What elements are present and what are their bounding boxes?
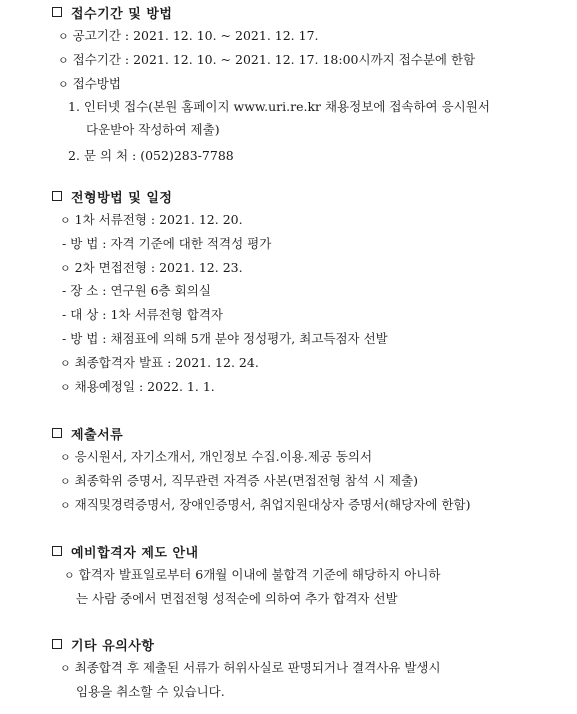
bullet-circle-icon: ㅇ — [64, 569, 75, 582]
section-heading-text: 전형방법 및 일정 — [71, 190, 173, 206]
bullet-circle-icon: ㅇ — [60, 662, 71, 675]
list-item — [60, 496, 471, 514]
list-item-text: 는 사람 중에서 면접전형 성적순에 의하여 추가 합격자 선발 — [76, 591, 398, 606]
bullet-circle-icon: ㅇ — [60, 357, 71, 370]
list-item-text: 다운받아 작성하여 제출) — [86, 122, 220, 137]
list-item-text: 접수방법 — [72, 76, 121, 91]
section-heading-reserve-candidates — [52, 543, 199, 559]
bullet-circle-icon: ㅇ — [60, 214, 71, 227]
list-item — [62, 235, 271, 253]
list-item — [62, 282, 211, 300]
section-heading-text: 예비합격자 제도 안내 — [71, 545, 199, 561]
list-item — [60, 211, 243, 229]
bullet-circle-icon: ㅇ — [60, 262, 71, 275]
list-item-text: - 대 상 : 1차 서류전형 합격자 — [62, 307, 223, 322]
list-item — [60, 378, 215, 396]
list-item — [68, 147, 234, 165]
list-item-text: - 방 법 : 자격 기준에 대한 적격성 평가 — [62, 236, 272, 251]
list-item — [60, 472, 418, 490]
section-heading-other-notes — [52, 636, 154, 652]
list-item-text: 응시원서, 자기소개서, 개인정보 수집.이용.제공 동의서 — [74, 449, 373, 464]
list-item-text: 재직및경력증명서, 장애인증명서, 취업지원대상자 증명서(해당자에 한함) — [74, 497, 471, 512]
section-heading-text: 기타 유의사항 — [71, 638, 155, 654]
list-item — [68, 98, 490, 116]
list-item — [62, 330, 388, 348]
section-heading-required-documents — [52, 425, 123, 441]
list-item — [60, 659, 441, 677]
list-item — [60, 448, 372, 466]
list-item-text: 최종합격자 발표 : 2021. 12. 24. — [74, 355, 259, 370]
list-item-continuation — [76, 683, 225, 701]
list-item-text: 1차 서류전형 : 2021. 12. 20. — [74, 212, 243, 227]
list-item-text: 2. 문 의 처 : (052)283-7788 — [68, 148, 234, 163]
list-item — [58, 51, 475, 69]
list-item-continuation — [76, 590, 398, 608]
checkbox-square-icon — [52, 546, 62, 556]
list-item-text: 합격자 발표일로부터 6개월 이내에 불합격 기준에 해당하지 아니하 — [78, 567, 441, 582]
list-item — [58, 75, 121, 93]
checkbox-square-icon — [52, 191, 62, 201]
list-item-text: 임용을 취소할 수 있습니다. — [76, 684, 225, 699]
list-item-text: 2차 면접전형 : 2021. 12. 23. — [74, 260, 243, 275]
section-heading-selection-schedule — [52, 188, 172, 204]
bullet-circle-icon: ㅇ — [58, 54, 69, 67]
list-item-text: 접수기간 : 2021. 12. 10. ~ 2021. 12. 17. 18:00시까지 접수분에 한함 — [72, 52, 476, 67]
bullet-circle-icon: ㅇ — [58, 30, 69, 43]
bullet-circle-icon: ㅇ — [60, 475, 71, 488]
section-heading-text: 제출서류 — [71, 427, 124, 443]
section-heading-application-period — [52, 4, 172, 20]
bullet-circle-icon: ㅇ — [60, 499, 71, 512]
list-item-text: 1. 인터넷 접수(본원 홈페이지 www.uri.re.kr 채용정보에 접속하여 응시원서 — [68, 99, 490, 114]
list-item-continuation — [86, 121, 220, 139]
bullet-circle-icon: ㅇ — [58, 78, 69, 91]
list-item-text: 채용예정일 : 2022. 1. 1. — [74, 379, 215, 394]
checkbox-square-icon — [52, 428, 62, 438]
list-item-text: 최종합격 후 제출된 서류가 허위사실로 판명되거나 결격사유 발생시 — [74, 660, 441, 675]
list-item — [64, 566, 440, 584]
section-heading-text: 접수기간 및 방법 — [71, 6, 173, 22]
bullet-circle-icon: ㅇ — [60, 381, 71, 394]
checkbox-square-icon — [52, 639, 62, 649]
bullet-circle-icon: ㅇ — [60, 451, 71, 464]
list-item-text: - 장 소 : 연구원 6층 회의실 — [62, 283, 211, 298]
checkbox-square-icon — [52, 7, 62, 17]
list-item — [62, 306, 223, 324]
list-item — [60, 354, 259, 372]
list-item — [60, 259, 243, 277]
list-item-text: 최종학위 증명서, 직무관련 자격증 사본(면접전형 참석 시 제출) — [74, 473, 419, 488]
list-item — [58, 27, 319, 45]
list-item-text: - 방 법 : 채점표에 의해 5개 분야 정성평가, 최고득점자 선발 — [62, 331, 388, 346]
list-item-text: 공고기간 : 2021. 12. 10. ~ 2021. 12. 17. — [72, 28, 319, 43]
